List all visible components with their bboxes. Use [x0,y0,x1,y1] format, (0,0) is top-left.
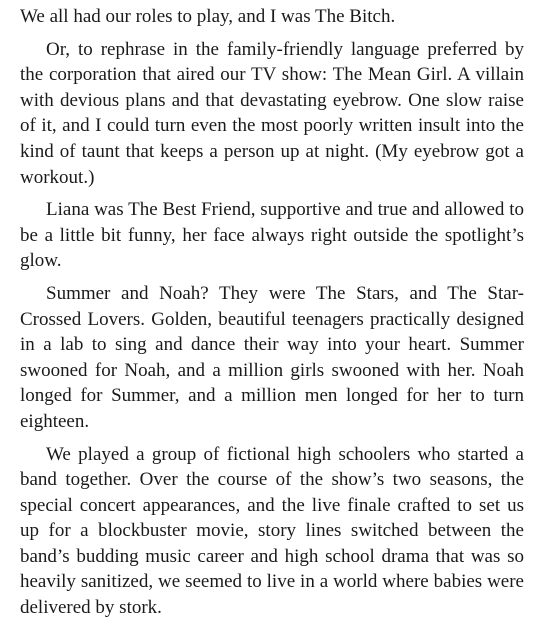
paragraph-mean-girl: Or, to rephrase in the family-friendly language preferred by the corporation that aired our TV show: The Mean Girl. A villain with devious plans and that devastating eyebrow. One slow raise of it, and I could turn even the most poorly written insult into the kind of taunt that keeps a person up at night. (My eyebrow got a workout.) [20,38,524,188]
paragraph-band: We played a group of fictional high schoolers who started a band together. Over the course of the show’s two seasons, the special concert appearances, and the live finale crafted to set us up for a blockbuster movie, story lines switched between the band’s budding music career and high school drama that was so heavily sanitized, we seemed to live in a world where babies were delivered by stork. [20,443,524,619]
paragraph-stars: Summer and Noah? They were The Stars, and The Star-Crossed Lovers. Golden, beautiful teenagers practically designed in a lab to sing and dance their way into your heart. Summer swooned for Noah, and a million girls swooned with her. Noah longed for Summer, and a million men longed for her to turn eighteen. [20,282,524,432]
paragraph-roles: We all had our roles to play, and I was The Bitch. [20,6,396,27]
paragraph-best-friend: Liana was The Best Friend, supportive and true and allowed to be a little bit funny, her face always right outside the spotlight’s glow. [20,199,524,272]
